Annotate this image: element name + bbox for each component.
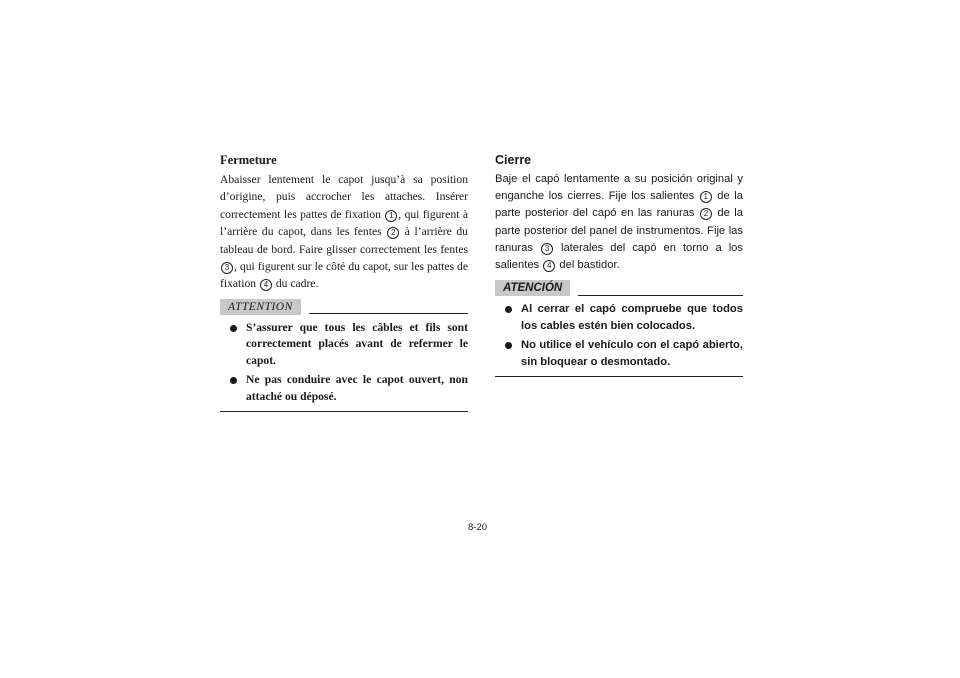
divider <box>578 295 743 296</box>
callout-4: 4 <box>543 260 555 272</box>
callout-3: 3 <box>221 262 233 274</box>
callout-1: 1 <box>700 191 712 203</box>
callout-1: 1 <box>385 210 397 222</box>
bullet-icon <box>230 377 237 384</box>
callout-2: 2 <box>387 227 399 239</box>
callout-3: 3 <box>541 243 553 255</box>
list-item: Al cerrar el capó compruebe que todos los cables estén bien colocados. <box>495 301 743 334</box>
list-item: No utilice el vehículo con el capó abierto, sin bloquear o desmontado. <box>495 337 743 370</box>
instruction-paragraph: Abaisser lentement le capot jusqu’à sa position d’origine, puis accrocher les attaches. Insérer correctement les pattes de fixation 1 , qui figurent à l’arrière du capot, dans les fentes 2 à l’arrière du tableau de bord. Faire glisser correctement les fentes 3 , qui figurent sur le côté du capot, sur les pattes de fixation 4 du cadre. <box>220 173 468 291</box>
bullet-icon <box>505 306 512 313</box>
callout-4: 4 <box>260 279 272 291</box>
divider <box>309 313 468 314</box>
french-column <box>220 152 468 412</box>
warning-list <box>495 301 743 370</box>
list-item: S’assurer que tous les câbles et fils sont correctement placés avant de refermer le capot. <box>220 320 468 370</box>
attention-notice-header <box>495 279 743 297</box>
list-item: Ne pas conduire avec le capot ouvert, non attaché ou déposé. <box>220 372 468 405</box>
instruction-paragraph: Baje el capó lentamente a su posición original y enganche los cierres. Fije los salientes 1 de la parte posterior del capó en las ranuras 2 de la parte posterior del panel de instrumentos. Fije las ranuras 3 laterales del capó en torno a los salientes 4 del bastidor. <box>495 173 743 272</box>
section-heading: Cierre <box>495 153 532 167</box>
notice-label: ATENCIÓN <box>495 280 570 296</box>
page-number: 8-20 <box>468 522 488 533</box>
section-heading: Fermeture <box>220 153 277 167</box>
divider <box>495 376 743 377</box>
divider <box>220 411 468 412</box>
bullet-icon <box>505 342 512 349</box>
attention-notice-header <box>220 298 468 316</box>
callout-2: 2 <box>700 208 712 220</box>
warning-list <box>220 320 468 406</box>
spanish-column <box>495 152 743 377</box>
notice-label: ATTENTION <box>220 299 301 315</box>
bullet-icon <box>230 325 237 332</box>
